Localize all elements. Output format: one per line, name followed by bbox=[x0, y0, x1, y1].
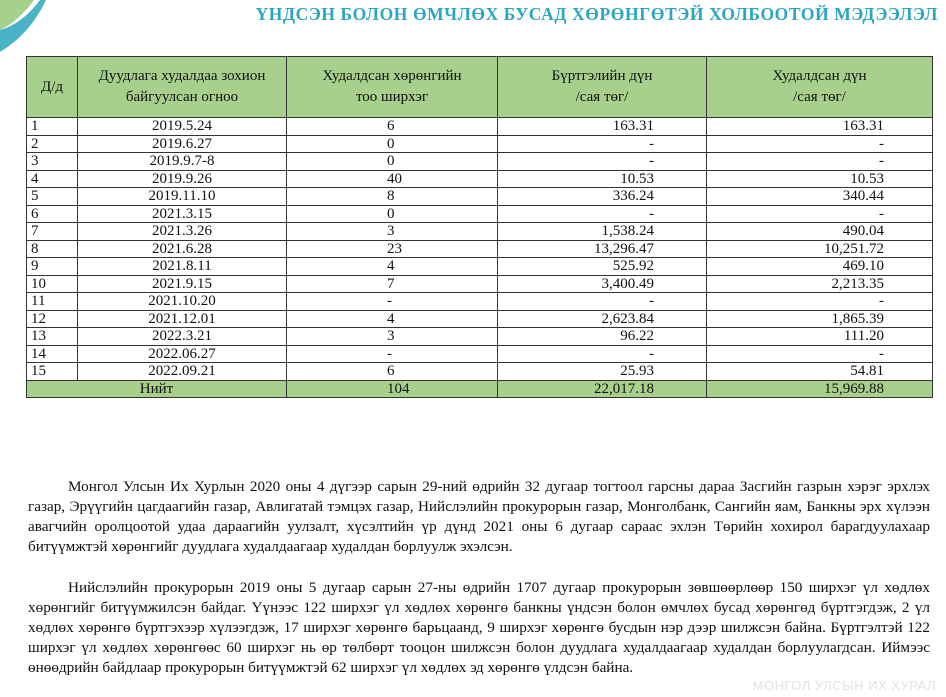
cell-count: - bbox=[287, 345, 498, 363]
cell-no: 1 bbox=[27, 118, 78, 136]
cell-no: 10 bbox=[27, 275, 78, 293]
cell-registered: 96.22 bbox=[498, 328, 707, 346]
cell-date: 2021.8.11 bbox=[78, 258, 287, 276]
cell-count: 8 bbox=[287, 188, 498, 206]
cell-date: 2019.9.26 bbox=[78, 170, 287, 188]
cell-date: 2022.09.21 bbox=[78, 363, 287, 381]
cell-sold: 1,865.39 bbox=[707, 310, 933, 328]
cell-registered: 336.24 bbox=[498, 188, 707, 206]
cell-no: 14 bbox=[27, 345, 78, 363]
table-row bbox=[27, 345, 933, 363]
cell-registered: 3,400.49 bbox=[498, 275, 707, 293]
total-count: 104 bbox=[287, 380, 498, 398]
cell-count: - bbox=[287, 293, 498, 311]
total-sold: 15,969.88 bbox=[707, 380, 933, 398]
cell-sold: - bbox=[707, 153, 933, 171]
paragraph-2: Нийслэлийн прокурорын 2019 оны 5 дугаар сарын 27-ны өдрийн 1707 дугаар прокурорын зөвшөөрлөөр 150 ширхэг үл хөдлөх хөрөнгийг битүүмжилсэн байдаг. Үүнээс 122 ширхэг үл хөдлөх хөрөнгө банкны үндсэн болон өмчлөх бусад хөрөнгөд бүртгэгдэж, 2 үл хөдлөх хөрөнгө бүртгэхээр хүлээгдэж, 17 ширхэг хөрөнгө барьцаанд, 9 ширхэг хөрөнгө бусдын нэр дээр шилжсэн байна. Бүртгэлтэй 122 ширхэг үл хөдлөх хөрөнгөөс 60 ширхэг нь өр төлбөрт тооцон шилжсэн болон дуудлага худалдаагаар худалдан борлуулагдсан. Иймээс өнөөдрийн байдлаар прокурорын битүүмжтэй 62 ширхэг үл хөдлөх эд хөрөнгө үлдсэн байна. bbox=[28, 579, 930, 676]
cell-count: 0 bbox=[287, 205, 498, 223]
cell-no: 15 bbox=[27, 363, 78, 381]
cell-date: 2019.11.10 bbox=[78, 188, 287, 206]
cell-count: 23 bbox=[287, 240, 498, 258]
cell-registered: - bbox=[498, 205, 707, 223]
cell-sold: - bbox=[707, 345, 933, 363]
watermark: МОНГОЛ УЛСЫН ИХ ХУРАЛ bbox=[752, 678, 936, 693]
cell-count: 4 bbox=[287, 310, 498, 328]
total-label: Нийт bbox=[27, 380, 287, 398]
cell-date: 2019.6.27 bbox=[78, 135, 287, 153]
cell-sold: 340.44 bbox=[707, 188, 933, 206]
cell-date: 2021.12.01 bbox=[78, 310, 287, 328]
cell-sold: 54.81 bbox=[707, 363, 933, 381]
cell-sold: 490.04 bbox=[707, 223, 933, 241]
cell-registered: 25.93 bbox=[498, 363, 707, 381]
table-row bbox=[27, 293, 933, 311]
cell-registered: - bbox=[498, 135, 707, 153]
table-row bbox=[27, 328, 933, 346]
table-row bbox=[27, 258, 933, 276]
header-registered-amount: Бүртгэлийн дүн /сая төг/ bbox=[498, 57, 707, 118]
table-row bbox=[27, 205, 933, 223]
cell-registered: 1,538.24 bbox=[498, 223, 707, 241]
cell-date: 2022.06.27 bbox=[78, 345, 287, 363]
cell-no: 7 bbox=[27, 223, 78, 241]
cell-no: 3 bbox=[27, 153, 78, 171]
cell-registered: - bbox=[498, 345, 707, 363]
cell-date: 2021.9.15 bbox=[78, 275, 287, 293]
cell-no: 5 bbox=[27, 188, 78, 206]
cell-count: 7 bbox=[287, 275, 498, 293]
page-title: ҮНДСЭН БОЛОН ӨМЧЛӨХ БУСАД ХӨРӨНГӨТЭЙ ХОЛБООТОЙ МЭДЭЭЛЭЛ bbox=[255, 4, 938, 24]
cell-registered: - bbox=[498, 293, 707, 311]
cell-count: 3 bbox=[287, 223, 498, 241]
cell-date: 2021.10.20 bbox=[78, 293, 287, 311]
cell-date: 2021.3.26 bbox=[78, 223, 287, 241]
table-body bbox=[27, 118, 933, 381]
cell-no: 11 bbox=[27, 293, 78, 311]
cell-no: 12 bbox=[27, 310, 78, 328]
table-header-row bbox=[27, 57, 933, 118]
cell-no: 9 bbox=[27, 258, 78, 276]
cell-registered: 2,623.84 bbox=[498, 310, 707, 328]
cell-date: 2019.9.7-8 bbox=[78, 153, 287, 171]
cell-no: 13 bbox=[27, 328, 78, 346]
cell-sold: - bbox=[707, 293, 933, 311]
table-row bbox=[27, 188, 933, 206]
cell-no: 8 bbox=[27, 240, 78, 258]
cell-sold: 10,251.72 bbox=[707, 240, 933, 258]
paragraph-1: Монгол Улсын Их Хурлын 2020 оны 4 дүгээр сарын 29-ний өдрийн 32 дугаар тогтоол гарсны дараа Засгийн газрын хэрэг эрхлэх газар, Эрүүгийн цагдаагийн газар, Авлигатай тэмцэх газар, Нийслэлийн прокурорын газар, Монголбанк, Сангийн яам, Банкны эрх хүлээн авагчийн оролцоотой удаа дараагийн уулзалт, хүсэлтийн үр дүнд 2021 оны 6 дугаар сараас эхлэн Төрийн хохирол барагдуулахаар битүүмжтэй хөрөнгийг дуудлага худалдаагаар худалдан борлуулж эхэлсэн. bbox=[28, 478, 930, 555]
cell-no: 6 bbox=[27, 205, 78, 223]
corner-decoration bbox=[0, 0, 60, 56]
header-auction-date: Дуудлага худалдаа зохион байгуулсан огноо bbox=[78, 57, 287, 118]
cell-sold: 111.20 bbox=[707, 328, 933, 346]
table-row bbox=[27, 118, 933, 136]
cell-count: 40 bbox=[287, 170, 498, 188]
cell-count: 3 bbox=[287, 328, 498, 346]
header-sold-amount: Худалдсан дүн /сая төг/ bbox=[707, 57, 933, 118]
cell-count: 0 bbox=[287, 135, 498, 153]
cell-sold: 163.31 bbox=[707, 118, 933, 136]
cell-sold: - bbox=[707, 205, 933, 223]
cell-count: 6 bbox=[287, 118, 498, 136]
table-row bbox=[27, 275, 933, 293]
cell-count: 6 bbox=[287, 363, 498, 381]
cell-registered: 10.53 bbox=[498, 170, 707, 188]
table-row bbox=[27, 363, 933, 381]
table-total-row bbox=[27, 380, 933, 398]
total-registered: 22,017.18 bbox=[498, 380, 707, 398]
cell-date: 2021.3.15 bbox=[78, 205, 287, 223]
table-row bbox=[27, 223, 933, 241]
cell-registered: - bbox=[498, 153, 707, 171]
cell-date: 2019.5.24 bbox=[78, 118, 287, 136]
auction-table bbox=[26, 56, 933, 398]
table-row bbox=[27, 135, 933, 153]
cell-no: 2 bbox=[27, 135, 78, 153]
cell-sold: - bbox=[707, 135, 933, 153]
cell-date: 2022.3.21 bbox=[78, 328, 287, 346]
cell-sold: 2,213.35 bbox=[707, 275, 933, 293]
table-row bbox=[27, 170, 933, 188]
table-row bbox=[27, 153, 933, 171]
cell-sold: 469.10 bbox=[707, 258, 933, 276]
cell-sold: 10.53 bbox=[707, 170, 933, 188]
cell-no: 4 bbox=[27, 170, 78, 188]
header-sold-count: Худалдсан хөрөнгийн тоо ширхэг bbox=[287, 57, 498, 118]
cell-registered: 163.31 bbox=[498, 118, 707, 136]
cell-count: 0 bbox=[287, 153, 498, 171]
cell-count: 4 bbox=[287, 258, 498, 276]
cell-date: 2021.6.28 bbox=[78, 240, 287, 258]
cell-registered: 13,296.47 bbox=[498, 240, 707, 258]
table-row bbox=[27, 310, 933, 328]
cell-registered: 525.92 bbox=[498, 258, 707, 276]
header-no: Д/д bbox=[27, 57, 78, 118]
table-row bbox=[27, 240, 933, 258]
